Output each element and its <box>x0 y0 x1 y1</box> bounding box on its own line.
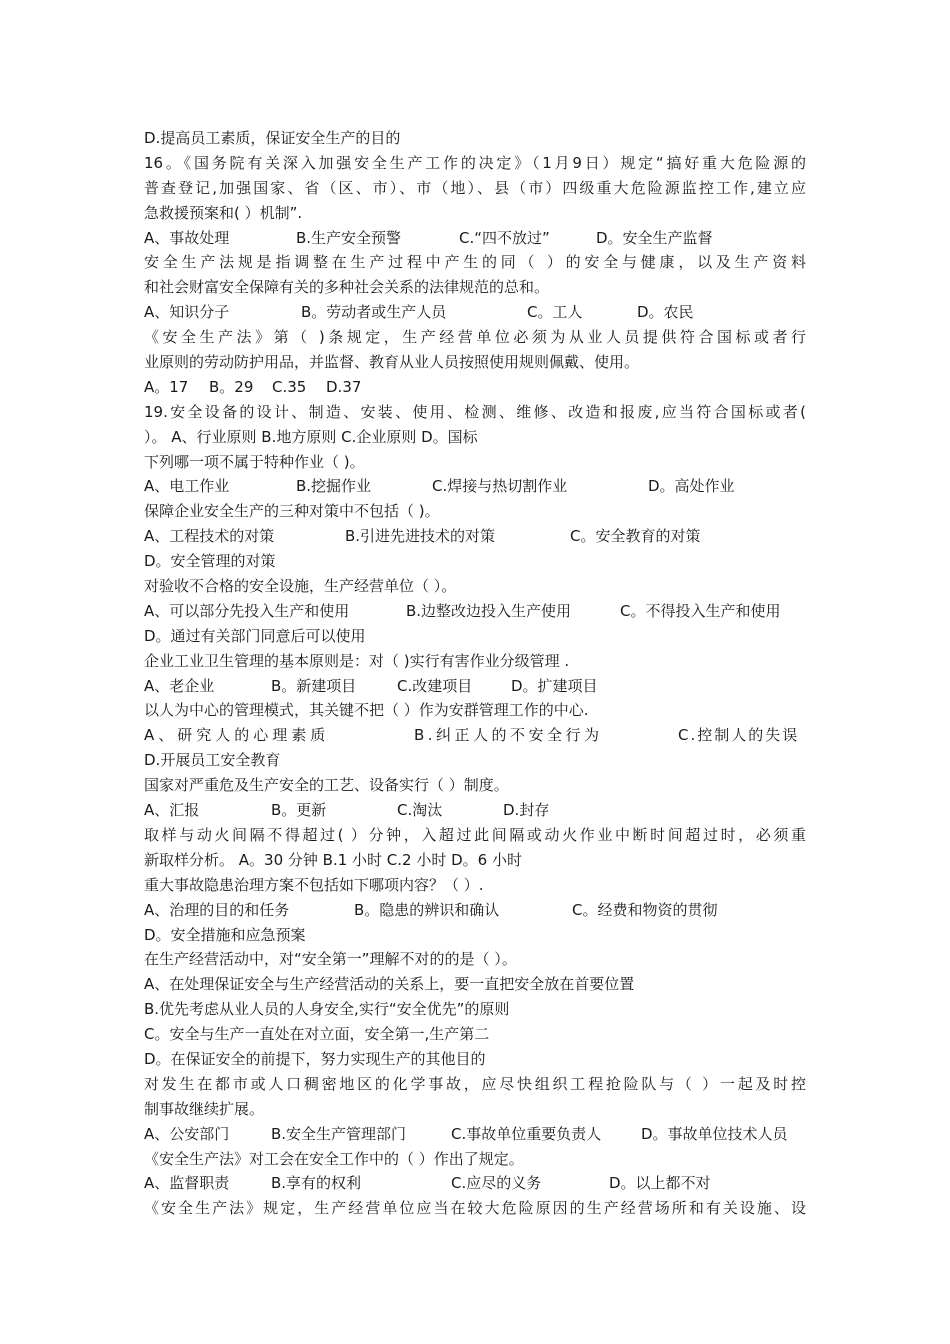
option: B。29 <box>209 377 254 396</box>
option: B.边整改边投入生产使用 <box>406 601 572 620</box>
option: B。新建项目 <box>271 676 357 695</box>
option-row <box>144 226 806 251</box>
option: C.淘汰 <box>397 801 443 820</box>
option: B.引进先进技术的对策 <box>345 527 496 546</box>
text-line: 普查登记,加强国家、省（区、市）、市（地）、县（市）四级重大危险源监控工作,建立应 <box>144 178 806 197</box>
option: B。隐患的辨识和确认 <box>354 900 500 919</box>
option: A、电工作业 <box>144 477 230 496</box>
text-line: 急救援预案和( ）机制”. <box>144 203 303 222</box>
text-line: 《安全生产法》对工会在安全工作中的（ ）作出了规定。 <box>144 1149 524 1168</box>
option-row <box>144 375 806 400</box>
option: A、监督职责 <box>144 1174 230 1193</box>
option: A、汇报 <box>144 801 200 820</box>
option: C.应尽的义务 <box>451 1174 542 1193</box>
option: C.控制人的失误 <box>678 726 800 745</box>
text-line: 《安全生产法》第（ )条规定，生产经营单位必须为从业人员提供符合国标或者行 <box>144 328 806 347</box>
text-line: 和社会财富安全保障有关的多种社会关系的法律规范的总和。 <box>144 278 550 297</box>
option: A、工程技术的对策 <box>144 527 275 546</box>
option: C.事故单位重要负责人 <box>451 1124 602 1143</box>
option-row <box>144 798 806 823</box>
text-line: 国家对严重危及生产安全的工艺、设备实行（ ）制度。 <box>144 776 509 795</box>
text-line: 16。《国务院有关深入加强安全生产工作的决定》（1月9日）规定“搞好重大危险源的 <box>144 153 806 172</box>
option: C。安全教育的对策 <box>570 527 701 546</box>
option: C。工人 <box>527 303 583 322</box>
option-row <box>144 474 806 499</box>
text-line: 《安全生产法》规定，生产经营单位应当在较大危险原因的生产经营场所和有关设施、设 <box>144 1199 806 1218</box>
option-row <box>144 524 806 549</box>
option: C.35 <box>272 377 307 396</box>
option: D。安全生产监督 <box>596 228 713 247</box>
option: B。劳动者或生产人员 <box>301 303 447 322</box>
text-line: ）。 A、行业原则 B.地方原则 C.企业原则 D。国标 <box>144 427 478 446</box>
option: B。更新 <box>271 801 327 820</box>
text-line: 企业工业卫生管理的基本原则是：对（ )实行有害作业分级管理 . <box>144 651 570 670</box>
text-line: 新取样分析。 A。30 分钟 B.1 小时 C.2 小时 D。6 小时 <box>144 850 522 869</box>
text-line: 安全生产法规是指调整在生产过程中产生的同（ ）的安全与健康，以及生产资料 <box>144 253 806 272</box>
option: D.37 <box>326 377 362 396</box>
option: D.封存 <box>503 801 550 820</box>
text-line: 下列哪一项不属于特种作业（ )。 <box>144 452 365 471</box>
option-row <box>144 898 806 923</box>
text-line: D.提高员工素质，保证安全生产的目的 <box>144 129 401 147</box>
option: A、治理的目的和任务 <box>144 900 290 919</box>
text-line: D。通过有关部门同意后可以使用 <box>144 626 366 645</box>
option: B.享有的权利 <box>271 1174 362 1193</box>
option-row <box>144 674 806 699</box>
text-line: 以人为中心的管理模式，其关键不把（ ）作为安群管理工作的中心. <box>144 701 589 720</box>
option-row <box>144 723 806 748</box>
document-body <box>144 126 806 1221</box>
option: D。以上都不对 <box>609 1174 711 1193</box>
text-line: 业原则的劳动防护用品，并监督、教育从业人员按照使用规则佩戴、使用。 <box>144 353 640 372</box>
text-line: D。安全管理的对策 <box>144 552 276 571</box>
option: A、可以部分先投入生产和使用 <box>144 601 350 620</box>
option: B.挖掘作业 <box>296 477 372 496</box>
text-line: 保障企业安全生产的三种对策中不包括（ )。 <box>144 502 440 521</box>
option-row <box>144 1171 806 1196</box>
option: C.“四不放过” <box>459 228 550 247</box>
option: B.生产安全预警 <box>296 228 402 247</box>
option: A、老企业 <box>144 676 215 695</box>
option: A、研究人的心理素质 <box>144 726 330 745</box>
option: B.安全生产管理部门 <box>271 1124 407 1143</box>
text-line: 取样与动火间隔不得超过( ）分钟，入超过此间隔或动火作业中断时间超过时，必须重 <box>144 825 806 844</box>
option: D。扩建项目 <box>511 676 598 695</box>
option: A。17 <box>144 377 189 396</box>
text-line: 对验收不合格的安全设施，生产经营单位（ ）。 <box>144 577 457 596</box>
option: A、事故处理 <box>144 228 230 247</box>
option: A、公安部门 <box>144 1124 230 1143</box>
option-row <box>144 300 806 325</box>
text-line: A、在处理保证安全与生产经营活动的关系上，要一直把安全放在首要位置 <box>144 975 635 994</box>
text-line: 制事故继续扩展。 <box>144 1099 265 1118</box>
option: D。农民 <box>637 303 694 322</box>
text-line: B.优先考虑从业人员的人身安全,实行“安全优先”的原则 <box>144 1000 510 1019</box>
text-line: 重大事故隐患治理方案不包括如下哪项内容？（ ）. <box>144 875 484 894</box>
option: C。经费和物资的贯彻 <box>572 900 718 919</box>
text-line: 在生产经营活动中，对“安全第一”理解不对的的是（ ）。 <box>144 950 517 969</box>
option: A、知识分子 <box>144 303 230 322</box>
text-line: D。安全措施和应急预案 <box>144 925 306 944</box>
option: D。事故单位技术人员 <box>641 1124 788 1143</box>
option: B.纠正人的不安全行为 <box>414 726 603 745</box>
option: C.焊接与热切割作业 <box>432 477 568 496</box>
option: C。不得投入生产和使用 <box>620 601 781 620</box>
option: D。高处作业 <box>648 477 735 496</box>
text-line: D。在保证安全的前提下，努力实现生产的其他目的 <box>144 1049 486 1068</box>
text-line: D.开展员工安全教育 <box>144 751 281 770</box>
text-line: 对发生在都市或人口稠密地区的化学事故，应尽快组织工程抢险队与（ ）一起及时控 <box>144 1074 806 1093</box>
option: C.改建项目 <box>397 676 473 695</box>
text-line: 19.安全设备的设计、制造、安装、使用、检测、维修、改造和报废,应当符合国标或者( <box>144 402 806 421</box>
text-line: C。安全与生产一直处在对立面，安全第一,生产第二 <box>144 1025 490 1044</box>
option-row <box>144 1122 806 1147</box>
option-row <box>144 599 806 624</box>
